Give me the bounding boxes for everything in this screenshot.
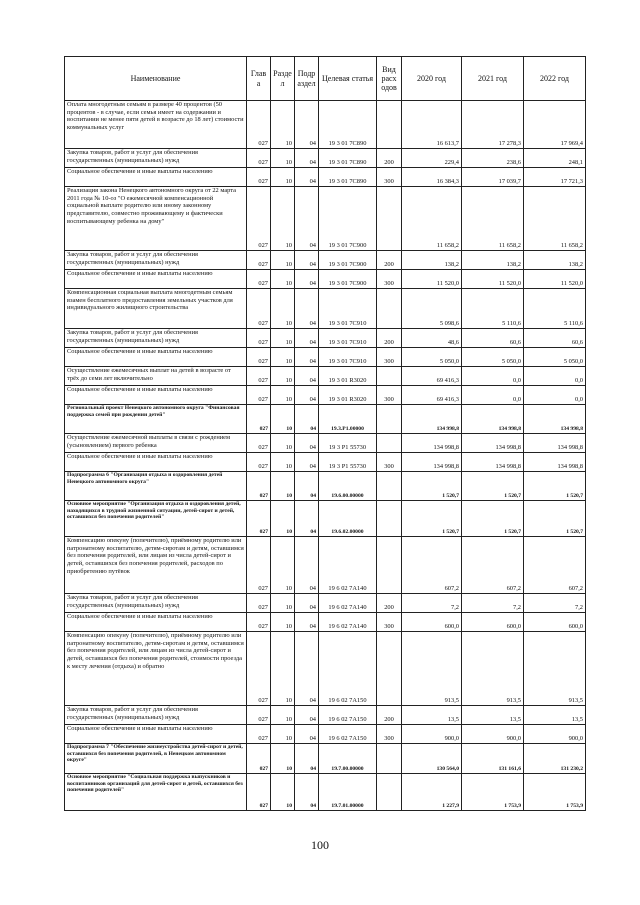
cell-glava: 027 [247,453,271,472]
cell-razdel: 10 [271,289,295,329]
cell-glava: 027 [247,706,271,725]
cell-name: Социальное обеспечение и иные выплаты населению [65,453,247,472]
cell-year-2021: 13,5 [462,706,524,725]
cell-glava: 027 [247,632,271,706]
cell-year-2022: 600,0 [524,613,586,632]
cell-podrazdel: 04 [295,706,319,725]
cell-year-2021: 607,2 [462,537,524,594]
cell-year-2020: 229,4 [402,149,462,168]
table-row [65,744,586,774]
cell-podrazdel: 04 [295,168,319,187]
table-row [65,329,586,348]
cell-year-2022: 1 520,7 [524,501,586,537]
cell-podrazdel: 04 [295,251,319,270]
cell-razdel: 10 [271,613,295,632]
cell-year-2020: 69 416,3 [402,367,462,386]
cell-expense-type: 200 [377,251,402,270]
cell-year-2022: 0,0 [524,367,586,386]
cell-target-article: 19 3 Р1 55730 [319,434,377,453]
cell-razdel: 10 [271,348,295,367]
cell-glava: 027 [247,187,271,251]
cell-year-2022: 11 520,0 [524,270,586,289]
cell-year-2021: 17 039,7 [462,168,524,187]
cell-podrazdel: 04 [295,453,319,472]
cell-razdel: 10 [271,725,295,744]
cell-year-2021: 5 110,6 [462,289,524,329]
cell-year-2020: 5 050,0 [402,348,462,367]
cell-year-2020: 607,2 [402,537,462,594]
table-row [65,405,586,434]
cell-podrazdel: 04 [295,501,319,537]
cell-target-article: 19 3 01 7С900 [319,187,377,251]
table-row [65,594,586,613]
cell-podrazdel: 04 [295,149,319,168]
cell-expense-type: 300 [377,348,402,367]
table-row [65,386,586,405]
cell-razdel: 10 [271,632,295,706]
cell-target-article: 19 3 Р1 55730 [319,453,377,472]
cell-glava: 027 [247,149,271,168]
cell-podrazdel: 04 [295,594,319,613]
cell-name: Закупка товаров, работ и услуг для обеспечения государственных (муниципальных) нужд [65,594,247,613]
cell-year-2020: 7,2 [402,594,462,613]
cell-name: Компенсацию опекуну (попечителю), приёмному родителю или патронатному воспитателю, детям-сиротам и детям, оставшимся без попечения родителей, или лицам из числа детей-сирот и детей, оставшихся без попечения родителей, стоимости проезда к месту лечения (отдыха) и обратно [65,632,247,706]
cell-year-2021: 134 998,8 [462,405,524,434]
cell-year-2022: 607,2 [524,537,586,594]
header-podrazdel: Подр аздел [295,57,319,101]
cell-year-2020: 11 658,2 [402,187,462,251]
cell-year-2020: 913,5 [402,632,462,706]
cell-razdel: 10 [271,251,295,270]
cell-name: Социальное обеспечение и иные выплаты населению [65,725,247,744]
cell-year-2022: 5 050,0 [524,348,586,367]
cell-expense-type [377,367,402,386]
cell-year-2020: 1 520,7 [402,501,462,537]
cell-glava: 027 [247,434,271,453]
cell-razdel: 10 [271,744,295,774]
cell-razdel: 10 [271,706,295,725]
cell-podrazdel: 04 [295,270,319,289]
cell-name: Осуществление ежемесячных выплат на детей в возрасте от трёх до семи лет включительно [65,367,247,386]
cell-expense-type: 200 [377,329,402,348]
cell-year-2022: 60,6 [524,329,586,348]
cell-year-2022: 1 520,7 [524,472,586,501]
cell-podrazdel: 04 [295,289,319,329]
table-row [65,149,586,168]
cell-year-2022: 5 110,6 [524,289,586,329]
header-year-2021: 2021 год [462,57,524,101]
cell-podrazdel: 04 [295,405,319,434]
cell-expense-type [377,472,402,501]
cell-glava: 027 [247,501,271,537]
cell-year-2022: 1 753,9 [524,774,586,811]
cell-name: Социальное обеспечение и иные выплаты населению [65,348,247,367]
cell-year-2022: 7,2 [524,594,586,613]
cell-target-article: 19 3 01 7С890 [319,101,377,149]
cell-glava: 027 [247,594,271,613]
cell-target-article: 19 3 01 7С910 [319,348,377,367]
table-row [65,706,586,725]
cell-podrazdel: 04 [295,386,319,405]
cell-razdel: 10 [271,367,295,386]
cell-expense-type [377,537,402,594]
cell-target-article: 19 6 02 7А150 [319,725,377,744]
cell-year-2020: 5 098,6 [402,289,462,329]
cell-expense-type [377,434,402,453]
cell-name: Закупка товаров, работ и услуг для обеспечения государственных (муниципальных) нужд [65,706,247,725]
cell-year-2020: 134 998,8 [402,405,462,434]
cell-year-2021: 11 658,2 [462,187,524,251]
cell-glava: 027 [247,537,271,594]
cell-year-2021: 60,6 [462,329,524,348]
cell-expense-type [377,774,402,811]
table-row [65,348,586,367]
cell-target-article: 19 6 02 7А150 [319,706,377,725]
cell-expense-type [377,744,402,774]
cell-year-2021: 1 753,9 [462,774,524,811]
cell-target-article: 19.6.00.00000 [319,472,377,501]
cell-year-2020: 134 998,8 [402,453,462,472]
cell-expense-type: 200 [377,149,402,168]
cell-year-2021: 134 998,8 [462,453,524,472]
cell-expense-type: 300 [377,725,402,744]
table-row [65,501,586,537]
cell-year-2022: 900,0 [524,725,586,744]
cell-year-2021: 5 050,0 [462,348,524,367]
cell-razdel: 10 [271,386,295,405]
cell-glava: 027 [247,329,271,348]
cell-target-article: 19 6 02 7А140 [319,537,377,594]
cell-year-2020: 138,2 [402,251,462,270]
cell-year-2021: 238,6 [462,149,524,168]
cell-year-2020: 48,6 [402,329,462,348]
cell-glava: 027 [247,472,271,501]
cell-year-2020: 11 520,0 [402,270,462,289]
cell-target-article: 19 6 02 7А150 [319,632,377,706]
table-row [65,453,586,472]
cell-year-2022: 134 998,8 [524,434,586,453]
cell-year-2021: 11 520,0 [462,270,524,289]
cell-podrazdel: 04 [295,632,319,706]
cell-expense-type [377,501,402,537]
cell-podrazdel: 04 [295,774,319,811]
cell-expense-type: 300 [377,270,402,289]
cell-razdel: 10 [271,453,295,472]
cell-year-2020: 1 520,7 [402,472,462,501]
cell-expense-type: 300 [377,386,402,405]
cell-target-article: 19.6.02.00000 [319,501,377,537]
cell-glava: 027 [247,774,271,811]
cell-podrazdel: 04 [295,367,319,386]
cell-expense-type: 300 [377,453,402,472]
table-row [65,187,586,251]
header-razdel: Разде л [271,57,295,101]
cell-expense-type: 200 [377,706,402,725]
cell-target-article: 19 6 02 7А140 [319,613,377,632]
cell-year-2022: 134 998,8 [524,453,586,472]
cell-podrazdel: 04 [295,613,319,632]
cell-razdel: 10 [271,774,295,811]
cell-year-2021: 1 520,7 [462,501,524,537]
header-expense-type: Вид расх одов [377,57,402,101]
cell-razdel: 10 [271,434,295,453]
cell-glava: 027 [247,405,271,434]
budget-table-sheet [64,56,585,811]
table-row [65,613,586,632]
table-row [65,632,586,706]
cell-name: Социальное обеспечение и иные выплаты населению [65,386,247,405]
cell-target-article: 19.7.01.00000 [319,774,377,811]
table-body [65,101,586,811]
cell-name: Социальное обеспечение и иные выплаты населению [65,168,247,187]
cell-podrazdel: 04 [295,472,319,501]
cell-razdel: 10 [271,405,295,434]
table-row [65,434,586,453]
cell-name: Социальное обеспечение и иные выплаты населению [65,270,247,289]
header-year-2022: 2022 год [524,57,586,101]
table-row [65,725,586,744]
cell-podrazdel: 04 [295,537,319,594]
cell-expense-type [377,632,402,706]
cell-name: Закупка товаров, работ и услуг для обеспечения государственных (муниципальных) нужд [65,251,247,270]
cell-year-2022: 134 998,8 [524,405,586,434]
table-row [65,289,586,329]
cell-name: Социальное обеспечение и иные выплаты населению [65,613,247,632]
cell-year-2022: 138,2 [524,251,586,270]
cell-year-2022: 11 658,2 [524,187,586,251]
cell-expense-type [377,405,402,434]
cell-expense-type [377,289,402,329]
cell-year-2022: 17 721,3 [524,168,586,187]
cell-year-2022: 13,5 [524,706,586,725]
cell-expense-type: 300 [377,168,402,187]
cell-razdel: 10 [271,594,295,613]
cell-name: Подпрограмма 6 "Организация отдыха и оздоровления детей Ненецкого автономного округа" [65,472,247,501]
cell-year-2022: 17 969,4 [524,101,586,149]
cell-target-article: 19.7.00.00000 [319,744,377,774]
table-row [65,270,586,289]
cell-razdel: 10 [271,149,295,168]
cell-year-2021: 17 278,3 [462,101,524,149]
table-row [65,101,586,149]
cell-year-2021: 138,2 [462,251,524,270]
cell-year-2021: 900,0 [462,725,524,744]
cell-glava: 027 [247,744,271,774]
cell-glava: 027 [247,725,271,744]
cell-target-article: 19 3 01 R3020 [319,386,377,405]
cell-year-2020: 900,0 [402,725,462,744]
cell-year-2020: 130 564,0 [402,744,462,774]
cell-razdel: 10 [271,329,295,348]
cell-target-article: 19 3 01 R3020 [319,367,377,386]
cell-expense-type [377,187,402,251]
header-name: Наименование [65,57,247,101]
budget-table [64,56,586,811]
cell-target-article: 19.3.Р1.00000 [319,405,377,434]
cell-expense-type [377,101,402,149]
cell-target-article: 19 3 01 7С900 [319,251,377,270]
cell-glava: 027 [247,101,271,149]
cell-target-article: 19 3 01 7С890 [319,149,377,168]
cell-target-article: 19 3 01 7С910 [319,329,377,348]
cell-razdel: 10 [271,168,295,187]
cell-year-2021: 913,5 [462,632,524,706]
cell-year-2020: 134 998,8 [402,434,462,453]
cell-podrazdel: 04 [295,329,319,348]
cell-year-2021: 134 998,8 [462,434,524,453]
cell-name: Компенсацию опекуну (попечителю), приёмному родителю или патронатному воспитателю, детям-сиротам и детям, оставшимся без попечения родителей, или лицам из числа детей-сирот и детей, оставшихся без попечения родителей, расходов по приобретению путёвок [65,537,247,594]
cell-podrazdel: 04 [295,187,319,251]
page-number: 100 [311,838,329,852]
cell-glava: 027 [247,367,271,386]
cell-year-2020: 16 384,3 [402,168,462,187]
header-year-2020: 2020 год [402,57,462,101]
cell-name: Основное мероприятие "Социальная поддержка выпускников и воспитанников организаций для детей-сирот и детей, оставшихся без попечения родителей" [65,774,247,811]
cell-razdel: 10 [271,101,295,149]
cell-razdel: 10 [271,537,295,594]
table-row [65,251,586,270]
cell-razdel: 10 [271,270,295,289]
table-row [65,774,586,811]
cell-expense-type: 300 [377,613,402,632]
cell-year-2021: 131 161,6 [462,744,524,774]
cell-name: Основное мероприятие "Организация отдыха и оздоровления детей, находящихся в трудной жизненной ситуации, детей-сирот и детей, оставшихся без попечения родителей" [65,501,247,537]
cell-year-2021: 0,0 [462,367,524,386]
cell-year-2020: 13,5 [402,706,462,725]
cell-glava: 027 [247,348,271,367]
cell-podrazdel: 04 [295,348,319,367]
cell-name: Закупка товаров, работ и услуг для обеспечения государственных (муниципальных) нужд [65,329,247,348]
header-glava: Глав а [247,57,271,101]
cell-year-2020: 1 227,9 [402,774,462,811]
cell-year-2022: 131 230,2 [524,744,586,774]
cell-razdel: 10 [271,472,295,501]
cell-year-2021: 0,0 [462,386,524,405]
cell-razdel: 10 [271,187,295,251]
cell-year-2021: 600,0 [462,613,524,632]
cell-year-2020: 600,0 [402,613,462,632]
cell-year-2022: 248,1 [524,149,586,168]
header-target-article: Целевая статья [319,57,377,101]
cell-razdel: 10 [271,501,295,537]
cell-year-2021: 1 520,7 [462,472,524,501]
cell-name: Осуществление ежемесячной выплаты в связи с рождением (усыновлением) первого ребенка [65,434,247,453]
cell-name: Подпрограмма 7 "Обеспечение жизнеустройства детей-сирот и детей, оставшихся без попечения родителей, в Ненецком автономном округе" [65,744,247,774]
table-row [65,168,586,187]
cell-target-article: 19 3 01 7С890 [319,168,377,187]
cell-year-2022: 0,0 [524,386,586,405]
cell-name: Закупка товаров, работ и услуг для обеспечения государственных (муниципальных) нужд [65,149,247,168]
table-header-row [65,57,586,101]
cell-podrazdel: 04 [295,101,319,149]
cell-glava: 027 [247,289,271,329]
cell-glava: 027 [247,613,271,632]
cell-year-2022: 913,5 [524,632,586,706]
cell-year-2020: 16 613,7 [402,101,462,149]
cell-glava: 027 [247,168,271,187]
cell-podrazdel: 04 [295,725,319,744]
table-row [65,472,586,501]
cell-podrazdel: 04 [295,434,319,453]
cell-target-article: 19 3 01 7С900 [319,270,377,289]
cell-expense-type: 200 [377,594,402,613]
cell-year-2020: 69 416,3 [402,386,462,405]
table-row [65,367,586,386]
cell-target-article: 19 6 02 7А140 [319,594,377,613]
cell-name: Компенсационная социальная выплата многодетным семьям взамен бесплатного предоставления земельных участков для индивидуального жилищного строительства [65,289,247,329]
cell-glava: 027 [247,251,271,270]
table-row [65,537,586,594]
cell-name: Оплата многодетным семьям в размере 40 процентов (50 процентов - в случае, если семья имеет на содержании и воспитании не менее пяти детей в возрасте до 18 лет) стоимости коммунальных услуг [65,101,247,149]
cell-podrazdel: 04 [295,744,319,774]
cell-target-article: 19 3 01 7С910 [319,289,377,329]
cell-name: Реализация закона Ненецкого автономного округа от 22 марта 2011 года № 10-оз "О ежемесячной компенсационной социальной выплате родителю или иному законному представителю, совместно проживающему и фактически воспитывающему ребенка на дому" [65,187,247,251]
cell-name: Региональный проект Ненецкого автономного округа "Финансовая поддержка семей при рождении детей" [65,405,247,434]
cell-glava: 027 [247,386,271,405]
cell-glava: 027 [247,270,271,289]
cell-year-2021: 7,2 [462,594,524,613]
